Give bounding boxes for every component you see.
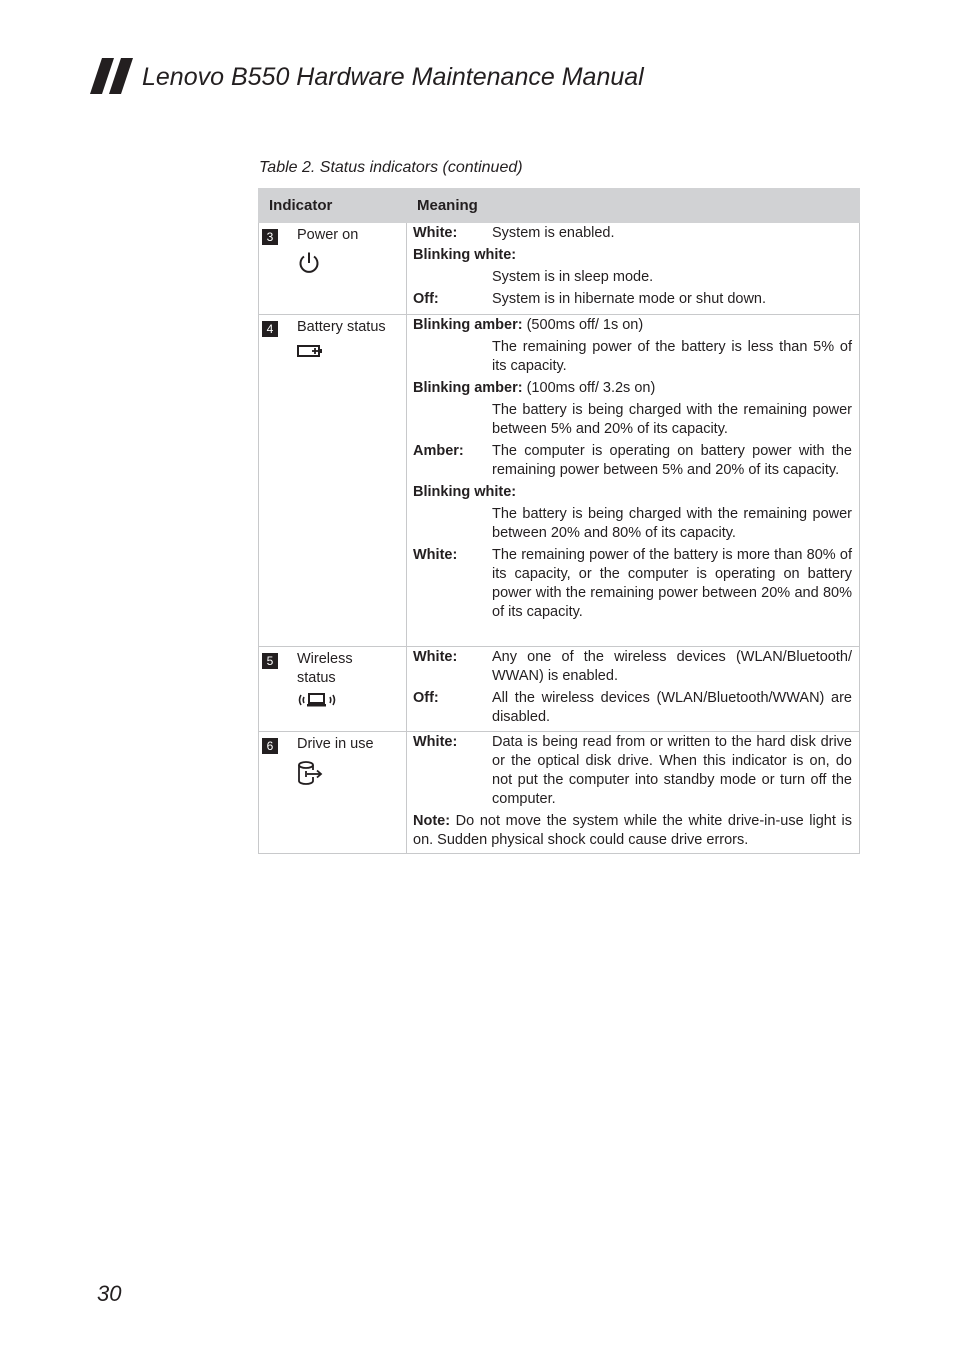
note-label: Note: (413, 813, 451, 829)
state-description: The battery is being charged with the remaining power between 5% and 20% of its capacity. (492, 402, 852, 437)
table-caption: Table 2. Status indicators (continued) (259, 159, 523, 176)
blink-timing: (100ms off/ 3.2s on) (522, 380, 656, 396)
note-text: Do not move the system while the white drive-in-use light is on. Sudden physical shock could cause drive errors. (413, 813, 852, 848)
state-label: Blinking white: (413, 247, 517, 263)
manual-title: Lenovo B550 Hardware Maintenance Manual (142, 63, 644, 91)
power-icon (297, 251, 321, 275)
meaning-cell (407, 647, 860, 732)
state-label: Blinking amber: (413, 380, 523, 396)
state-description: The remaining power of the battery is less than 5% of its capacity. (492, 339, 852, 374)
state-label: White: (413, 547, 458, 563)
state-label: Off: (413, 291, 439, 307)
page-number: 30 (97, 1281, 122, 1306)
indicator-name: Battery status (297, 319, 386, 335)
indicator-number-badge: 4 (262, 321, 278, 337)
state-label: White: (413, 734, 458, 750)
table-row-wireless-status (259, 647, 860, 732)
column-header-indicator: Indicator (259, 189, 407, 223)
battery-icon (297, 343, 325, 359)
wireless-icon (297, 691, 337, 709)
state-label: Off: (413, 690, 439, 706)
blink-timing: (500ms off/ 1s on) (522, 317, 644, 333)
state-description: Data is being read from or written to the hard disk drive or the optical disk drive. When this indicator is on, do not put the computer into standby mode or turn off the computer. (492, 734, 852, 807)
meaning-cell (407, 223, 860, 315)
state-label: White: (413, 649, 458, 665)
lenovo-slash-logo-icon (90, 58, 136, 94)
state-description: The remaining power of the battery is more than 80% of its capacity, or the computer is operating on battery power with the remaining power between 20% and 80% of its capacity. (492, 547, 852, 620)
status-indicators-table (258, 188, 860, 854)
indicator-number-badge: 3 (262, 229, 278, 245)
indicator-name: Drive in use (297, 736, 374, 752)
state-description: System is in sleep mode. (492, 269, 654, 285)
indicator-cell (259, 223, 407, 315)
state-description: The computer is operating on battery power with the remaining power between 5% and 20% of its capacity. (492, 443, 852, 478)
state-label: Blinking amber: (413, 317, 523, 333)
state-label: White: (413, 225, 458, 241)
table-row-battery-status (259, 315, 860, 647)
table-row-power-on (259, 223, 860, 315)
indicator-name: Wireless (297, 651, 353, 667)
state-description: System is enabled. (492, 225, 615, 241)
state-description: Any one of the wireless devices (WLAN/Bluetooth/ WWAN) is enabled. (492, 649, 852, 684)
indicator-number-badge: 6 (262, 738, 278, 754)
indicator-number-badge: 5 (262, 653, 278, 669)
indicator-name-continued: status (297, 670, 336, 686)
indicator-name: Power on (297, 227, 359, 243)
indicator-cell (259, 647, 407, 732)
meaning-cell (407, 732, 860, 854)
indicator-cell (259, 315, 407, 647)
drive-icon (297, 760, 325, 788)
table-header-row (259, 189, 860, 223)
note (413, 812, 852, 850)
state-description: System is in hibernate mode or shut down. (492, 291, 767, 307)
state-description: The battery is being charged with the remaining power between 20% and 80% of its capacity. (492, 506, 852, 541)
state-label: Blinking white: (413, 484, 517, 500)
state-label: Amber: (413, 443, 464, 459)
column-header-meaning: Meaning (407, 189, 860, 223)
meaning-cell (407, 315, 860, 647)
state-description: All the wireless devices (WLAN/Bluetooth/WWAN) are disabled. (492, 690, 852, 725)
indicator-cell (259, 732, 407, 854)
table-row-drive-in-use (259, 732, 860, 854)
